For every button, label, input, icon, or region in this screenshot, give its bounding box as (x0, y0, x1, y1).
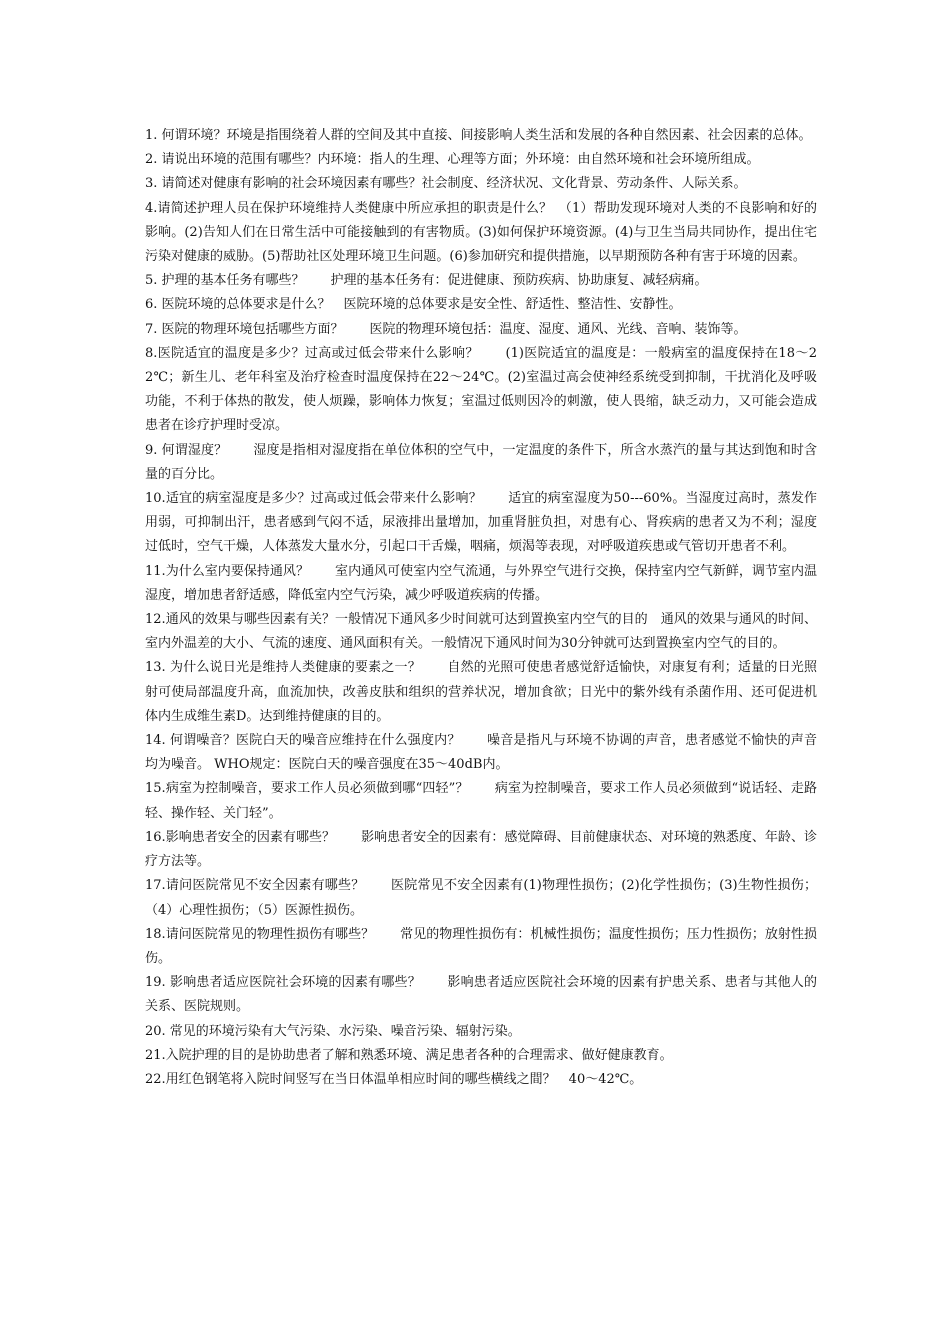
qa-item-20: 20. 常见的环境污染有大气污染、水污染、噪音污染、辐射污染。 (145, 1023, 521, 1039)
qa-item-11: 11.为什么室内要保持通风？ 室内通风可使室内空气流通，与外界空气进行交换，保持室内空气新鲜，调节室内温湿度，增加患者舒适感，降低室内空气污染，减少呼吸道疾病的传播。 (145, 563, 817, 603)
qa-item-18: 18.请问医院常见的物理性损伤有哪些？ 常见的物理性损伤有：机械性损伤；温度性损伤；压力性损伤；放射性损伤。 (145, 926, 817, 966)
qa-item-9: 9. 何谓湿度？ 湿度是指相对湿度指在单位体积的空气中，一定温度的条件下，所含水蒸汽的量与其达到饱和时含量的百分比。 (145, 442, 817, 482)
qa-item-4: 4.请简述护理人员在保护环境维持人类健康中所应承担的职责是什么？ （1）帮助发现环境对人类的不良影响和好的影响。(2)告知人们在日常生活中可能接触到的有害物质。(3)如何保护环境资源。(4)与卫生当局共同协作，提出住宅污染对健康的威胁。(5)帮助社区处理环境卫生问题。(6)参加研究和提供措施，以早期预防各种有害于环境的因素。 (145, 200, 817, 265)
qa-item-12: 12.通风的效果与哪些因素有关？一般情况下通风多少时间就可达到置换室内空气的目的 通风的效果与通风的时间、室内外温差的大小、气流的速度、通风面积有关。一般情况下通风时间为30分钟就可达到置换室内空气的目的。 (145, 612, 817, 652)
qa-item-19: 19. 影响患者适应医院社会环境的因素有哪些？ 影响患者适应医院社会环境的因素有护患关系、患者与其他人的关系、医院规则。 (145, 975, 817, 1015)
qa-item-14: 14. 何谓噪音？医院白天的噪音应维持在什么强度内？ 噪音是指凡与环境不协调的声音，患者感觉不愉快的声音均为噪音。 WHO规定：医院白天的噪音强度在35～40dB内。 (145, 733, 817, 773)
qa-item-22: 22.用红色钢笔将入院时间竖写在当日体温单相应时间的哪些横线之間？ 40～42℃。 (145, 1071, 643, 1087)
qa-item-15: 15.病室为控制噪音，要求工作人员必须做到哪“四轻”？ 病室为控制噪音，要求工作人员必须做到“说话轻、走路轻、操作轻、关门轻”。 (145, 781, 817, 821)
qa-item-2: 2. 请说出环境的范围有哪些？内环境：指人的生理、心理等方面；外环境：由自然环境和社会环境所组成。 (145, 152, 760, 168)
qa-item-6: 6. 医院环境的总体要求是什么？ 医院环境的总体要求是安全性、舒适性、整洁性、安静性。 (145, 297, 682, 313)
qa-item-17: 17.请问医院常见不安全因素有哪些？ 医院常见不安全因素有(1)物理性损伤；(2)化学性损伤；(3)生物性损伤；（4）心理性损伤；（5）医源性损伤。 (145, 878, 817, 918)
qa-item-1: 1. 何谓环境？环境是指围绕着人群的空间及其中直接、间接影响人类生活和发展的各种自然因素、社会因素的总体。 (145, 128, 812, 143)
qa-item-3: 3. 请简述对健康有影响的社会环境因素有哪些？社会制度、经济状况、文化背景、劳动条件、人际关系。 (145, 176, 747, 192)
qa-item-13: 13. 为什么说日光是维持人类健康的要素之一？ 自然的光照可使患者感觉舒适愉快，对康复有利；适量的日光照射可使局部温度升高，血流加快，改善皮肤和组织的营养状况，增加食欲；日光中的紫外线有杀菌作用、还可促进机体内生成维生素D。达到维持健康的目的。 (145, 660, 817, 724)
qa-item-21: 21.入院护理的目的是协助患者了解和熟悉环境、满足患者各种的合理需求、做好健康教育。 (145, 1047, 673, 1063)
qa-item-7: 7. 医院的物理环境包括哪些方面？ 医院的物理环境包括：温度、湿度、通风、光线、音响、装饰等。 (145, 321, 747, 337)
qa-item-10: 10.适宜的病室湿度是多少？过高或过低会带来什么影响？ 适宜的病室湿度为50---60%。当湿度过高时，蒸发作用弱，可抑制出汗，患者感到气闷不适，尿液排出量增加，加重肾脏负担，对患有心、肾疾病的患者又为不利；湿度过低时，空气干燥，人体蒸发大量水分，引起口干舌燥，咽痛，烦渴等表现，对呼吸道疾患或气管切开患者不利。 (145, 491, 817, 555)
qa-item-5: 5. 护理的基本任务有哪些？ 护理的基本任务有：促进健康、预防疾病、协助康复、减轻病痛。 (145, 273, 708, 289)
qa-item-16: 16.影响患者安全的因素有哪些？ 影响患者安全的因素有：感觉障碍、目前健康状态、对环境的熟悉度、年龄、诊疗方法等。 (145, 829, 817, 870)
qa-item-8: 8.医院适宜的温度是多少？过高或过低会带来什么影响？ (1)医院适宜的温度是：一般病室的温度保持在18～22℃；新生儿、老年科室及治疗检查时温度保持在22～24℃。(2)室温过高会使神经系统受到抑制，干扰消化及呼吸功能，不利于体热的散发，使人烦躁，影响体力恢复；室温过低则因冷的刺激，使人畏缩，缺乏动力，又可能会造成患者在诊疗护理时受凉。 (145, 345, 817, 434)
document-body (145, 124, 817, 1092)
